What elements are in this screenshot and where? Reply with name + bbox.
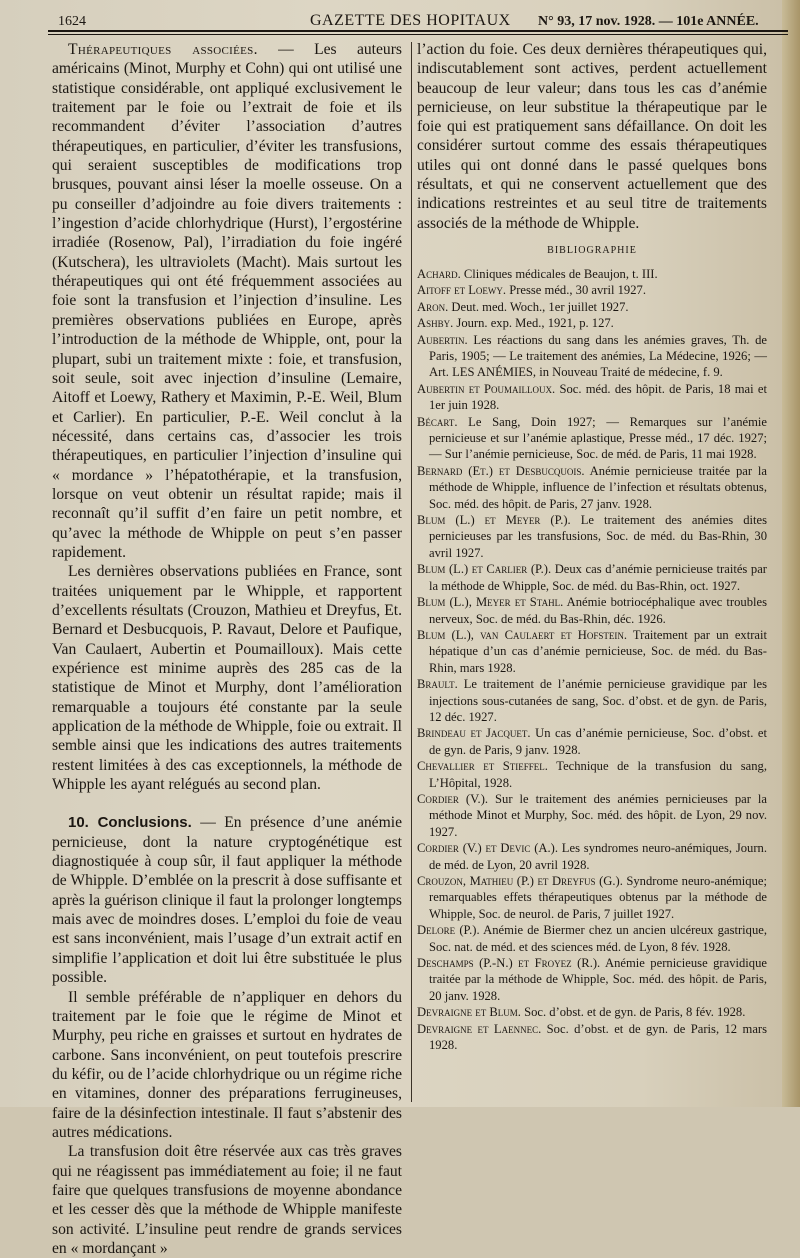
bibliography-entry: [417, 791, 767, 840]
reference-text: Le traitement des anémies dites pernicieuses par les transfusions, Soc. de méd. du Bas-Rhin, 30 avril 1927.: [429, 513, 767, 560]
bibliography-entry: [417, 922, 767, 955]
paragraph-conclusions: [52, 813, 402, 987]
reference-author: Ashby.: [417, 316, 454, 331]
reference-text: Technique de la transfusion du sang, L’Hôpital, 1928.: [429, 759, 767, 790]
reference-text: Traitement par un extrait hépatique d’un cas d’anémie pernicieuse, Soc. de méd. du Bas-Rhin, mars 1928.: [429, 627, 767, 675]
reference-author: Aubertin.: [417, 332, 468, 347]
reference-author: Aitoff et Loewy.: [417, 283, 507, 298]
bibliography-entry: [417, 627, 767, 676]
bibliography-entry: [417, 955, 767, 1004]
reference-author: Cordier (V.) et Devic (A.).: [417, 841, 558, 856]
section-title: 10. Conclusions.: [68, 814, 192, 832]
page-number: 1624: [58, 14, 86, 29]
bibliography-entry: [417, 266, 767, 282]
reference-text: Deux cas d’anémie pernicieuse traités par la méthode de Whipple, Soc. de méd. du Bas-Rhin, oct. 1927.: [429, 562, 767, 593]
right-column: [417, 40, 767, 1053]
reference-text: Soc. d’obst. et de gyn. de Paris, 12 mars 1928.: [429, 1021, 768, 1053]
paragraph-text: — Les auteurs américains (Minot, Murphy et Cohn) qui ont utilisé une statistique considérable, ont appliqué exclusivement le traitement par le foie ou l’extrait de foie et ils recommandent d’éviter l’association d’autres thérapeutiques, en particulier, d’éviter les transfusions, qui seraient susceptibles de modifications trop brusques, pouvant ainsi léser la moelle osseuse. On a pu conseiller d’adjoindre au foie divers traitements : l’ingestion d’acide chlorhydrique (Hurst), l’ergostérine irradiée (Rosenow, Pal), l’irradiation du foie ingéré (Kutschera), les ultraviolets (Macht). Mais surtout les thérapeutiques qui ont été fréquemment associées au foie sont la transfusion et l’injection d’insuline. Les premières observations publiées en Europe, après l’introduction de la méthode de Whipple, ont, pour la plupart, subi un traitement mixte : foie, et transfusion, soit seule, soit avec injection d’insuline (Lemaire, Aitoff et Loewy, Rathery et Maximin, P.-E. Weil, Blum et Carlier). En particulier, P.-E. Weil conclut à la nécessité, dans certains cas, d’associer les trois thérapeutiques, en particulier l’injection d’insuline qui « mordance » l’hépatothérapie, et la transfusion, lorsque on veut obtenir un résultat rapide; mais il reconnaît qu’il suffit d’en faire un petit nombre, et qu’avec la méthode de Whipple on peut s’en passer rapidement.: [52, 41, 402, 561]
reference-author: Delore (P.).: [417, 923, 480, 938]
bibliography-entry: [417, 315, 767, 331]
reference-author: Brindeau et Jacquet.: [417, 726, 531, 741]
reference-text: Soc. d’obst. et de gyn. de Paris, 8 fév. 1928.: [520, 1005, 746, 1020]
bibliography-entry: [417, 873, 767, 922]
reference-author: Brault.: [417, 677, 458, 692]
page-edge: [782, 0, 800, 1107]
reference-author: Blum (L.) et Carlier (P.).: [417, 562, 552, 577]
reference-author: Bernard (Et.) et Desbucquois.: [417, 463, 585, 478]
paragraph-regime: Il semble préférable de n’appliquer en dehors du traitement par le foie que le régime de Minot et Murphy, peu riche en graisses et surtout en hydrates de carbone. Sans inconvénient, on peut toutefois prescrire du kéfir, ou de l’acide chlorhydrique ou un régime riche en vitamines, donner des préparations ferrugineuses, faire de la désinfection intestinale. Il faut s’abstenir des autres médications.: [52, 988, 402, 1141]
reference-author: Blum (L.), van Caulaert et Hofstein.: [417, 627, 627, 642]
bibliography-entry: [417, 414, 767, 463]
reference-author: Bécart.: [417, 414, 458, 429]
journal-title: GAZETTE DES HOPITAUX: [310, 12, 511, 29]
bibliography-entry: [417, 299, 767, 315]
reference-author: Blum (L.), Meyer et Stahl.: [417, 595, 564, 610]
bibliography-entry: [417, 561, 767, 594]
reference-author: Aron.: [417, 299, 449, 314]
reference-text: Soc. méd. des hôpit. de Paris, 18 mai et 1er juin 1928.: [429, 381, 767, 413]
paragraph-text: — En présence d’une anémie pernicieuse, dont la nature cryptogénétique est diagnostiquée à coup sûr, il faut appliquer la méthode de Whipple. D’emblée on la prescrit à dose suffisante et après la guérison clinique il faut la prolonger longtemps mais avec de moindres doses. L’emploi du foie de veau est sans inconvénient, mais l’usage d’un extrait actif en simplifie l’application et doit lui être substituée le plus possible.: [52, 814, 402, 987]
bibliography-entry: [417, 381, 767, 414]
bibliography-entry: [417, 758, 767, 791]
reference-author: Chevallier et Stieffel.: [417, 759, 548, 774]
reference-text: Presse méd., 30 avril 1927.: [506, 283, 646, 298]
bibliography-entry: [417, 463, 767, 512]
reference-author: Aubertin et Poumailloux.: [417, 381, 556, 396]
reference-text: Anémie pernicieuse traitée par la méthode de Whipple, influence de l’infection et résultats obtenus, Soc. méd. des hôpit. de Paris, 27 janv. 1928.: [429, 463, 767, 511]
reference-text: Syndrome neuro-anémique; remarquables effets thérapeutiques obtenus par la méthode de Whipple, Soc. de neurol. de Paris, 7 juillet 1927.: [429, 874, 767, 921]
reference-text: Cliniques médicales de Beaujon, t. III.: [460, 266, 658, 281]
reference-text: Le Sang, Doin 1927; — Remarques sur l’anémie pernicieuse et sur l’anémie aplastique, Presse méd., 17 déc. 1927; — Sur l’anémie pernicieuse, Soc. de méd. de Paris, 11 mai 1928.: [429, 414, 767, 462]
bibliography-entry: [417, 676, 767, 725]
paragraph-observations: Les dernières observations publiées en France, sont traitées uniquement par le Whipple, et rapportent d’excellents résultats (Crouzon, Mathieu et Dreyfus, Et. Bernard et Desbucquois, P. Ravaut, Delore et Paufique, Van Caulaert, Aubertin et Poumailloux). Mais cette expérience est minime auprès des 285 cas de la statistique de Minot et Murphy, dont l’amélioration remarquable a toujours été constante par la seule application de la méthode de Whipple, foie ou extrait. Il semble ainsi que les indications des autres traitements restent limitées à des cas exceptionnels, la méthode de Whipple les ayant relégués au second plan.: [52, 563, 402, 794]
issue-info: N° 93, 17 nov. 1928. — 101e ANNÉE.: [538, 14, 759, 29]
reference-author: Achard.: [417, 266, 461, 281]
paragraph-therapeutiques: [52, 40, 402, 562]
reference-text: Les syndromes neuro-anémiques, Journ. de méd. de Lyon, 20 avril 1928.: [429, 841, 767, 872]
paragraph-continuation: l’action du foie. Ces deux dernières thérapeutiques qui, indiscutablement sont actives, perdent actuellement beaucoup de leur valeur; dans tous les cas d’anémie pernicieuse, on leur substitue la thérapeutique par le foie qui est pratiquement sans défaillance. On doit les considérer surtout comme des essais thérapeutiques utiles qui ont donné dans le passé quelques bons résultats, et qui ne conservent actuellement que des indications restreintes et au seul titre de traitements associés de la méthode de Whipple.: [417, 41, 767, 232]
reference-text: Un cas d’anémie pernicieuse, Soc. d’obst. et de gyn. de Paris, 9 janv. 1928.: [429, 726, 767, 757]
bibliography-entry: [417, 725, 767, 758]
left-column: [52, 40, 402, 1258]
bibliography-entry: [417, 282, 767, 298]
reference-text: Journ. exp. Med., 1921, p. 127.: [453, 316, 614, 331]
bibliography-heading: BIBLIOGRAPHIE: [547, 244, 637, 256]
reference-author: Devraigne et Laennec.: [417, 1021, 542, 1036]
reference-text: Les réactions du sang dans les anémies graves, Th. de Paris, 1905; — Le traitement des anémies, La Médecine, 1926; — Art. LES ANÉMIES, in Nouveau Traité de médecine, f. 9.: [429, 332, 767, 380]
reference-author: Crouzon, Mathieu (P.) et Dreyfus (G.).: [417, 874, 623, 888]
page-header: [48, 10, 778, 32]
reference-text: Anémie de Biermer chez un ancien ulcéreux gastrique, Soc. nat. de méd. et des sciences méd. de Lyon, 8 fév. 1928.: [429, 923, 767, 954]
header-rule: [48, 30, 788, 32]
bibliography-entry: [417, 512, 767, 561]
bibliography-entry: [417, 1004, 767, 1020]
bibliography-entry: [417, 840, 767, 873]
reference-text: Deut. med. Woch., 1er juillet 1927.: [448, 299, 629, 314]
reference-text: Anémie botriocéphalique avec troubles nerveux, Soc. de méd. du Bas-Rhin, déc. 1926.: [429, 595, 767, 626]
reference-author: Deschamps (P.-N.) et Froyez (R.).: [417, 956, 601, 971]
bibliography-list: [417, 266, 767, 1054]
paragraph-title: Thérapeutiques associées.: [68, 41, 258, 58]
reference-text: Anémie pernicieuse gravidique traitée par la méthode de Whipple, Soc. méd. des hôpit. de Paris, 20 janv. 1928.: [429, 956, 767, 1003]
bibliography-entry: [417, 1021, 767, 1054]
paragraph-transfusion: La transfusion doit être réservée aux cas très graves qui ne réagissent pas immédiatement au foie; il ne faut faire que quelques transfusions de moyenne abondance et les cesser dès que la méthode de Whipple manifeste son activité. L’insuline peut rendre de grands services en « mordançant »: [52, 1143, 402, 1257]
reference-author: Devraigne et Blum.: [417, 1005, 521, 1020]
bibliography-entry: [417, 594, 767, 627]
reference-text: Le traitement de l’anémie pernicieuse gravidique par les injections sous-cutanées de sang, Soc. d’obst. et de gyn. de Paris, 12 déc. 1927.: [429, 677, 767, 724]
column-divider: [411, 42, 412, 1102]
reference-text: Sur le traitement des anémies pernicieuses par la méthode Minot et Murphy, Soc. méd. des hôpit. de Lyon, 29 nov. 1927.: [429, 791, 767, 839]
reference-author: Cordier (V.).: [417, 791, 489, 806]
bibliography-entry: [417, 332, 767, 381]
header-rule-thin: [48, 34, 788, 35]
reference-author: Blum (L.) et Meyer (P.).: [417, 513, 571, 528]
